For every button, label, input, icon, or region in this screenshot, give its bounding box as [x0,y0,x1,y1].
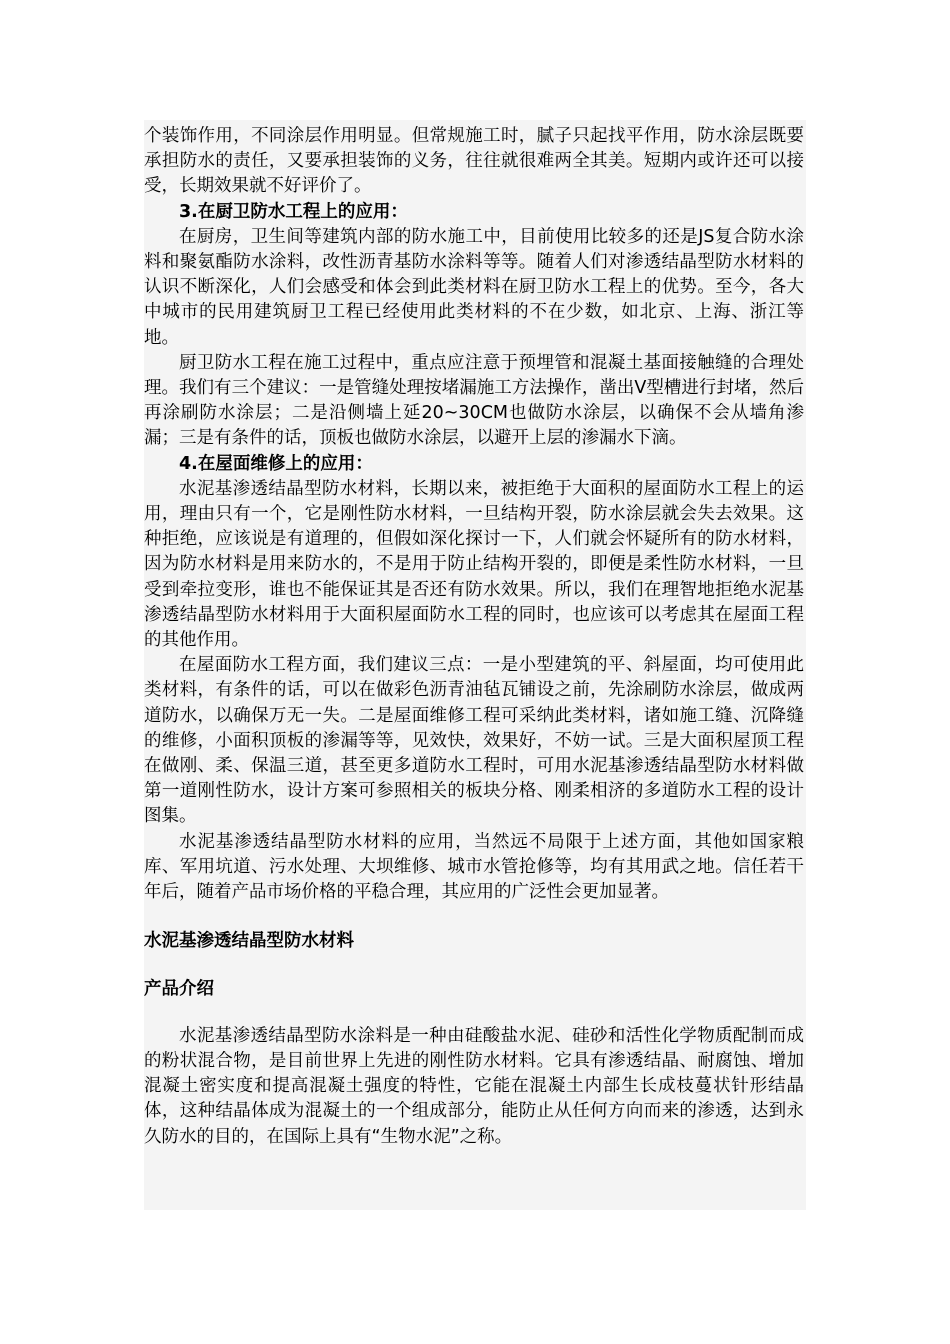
paragraph-kitchen-bathroom-advice: 厨卫防水工程在施工过程中，重点应注意于预埋管和混凝土基面接触缝的合理处理。我们有三个建议：一是管缝处理按堵漏施工方法操作，凿出V型槽进行封堵，然后再涂刷防水涂层；二是沿侧墙上延20~30CM也做防水涂层，以确保不会从墙角渗漏；三是有条件的话，顶板也做防水涂层，以避开上层的渗漏水下滴。 [144,352,804,449]
paragraph-roof-rigid: 水泥基渗透结晶型防水材料，长期以来，被拒绝于大面积的屋面防水工程上的运用，理由只有一个，它是刚性防水材料，一旦结构开裂，防水涂层就会失去效果。这种拒绝，应该说是有道理的，但假如深化探讨一下，人们就会怀疑所有的防水材料，因为防水材料是用来防水的，不是用于防止结构开裂的，即便是柔性防水材料，一旦受到牵拉变形，谁也不能保证其是否还有防水效果。所以，我们在理智地拒绝水泥基渗透结晶型防水材料用于大面积屋面防水工程的同时，也应该可以考虑其在屋面工程的其他作用。 [144,478,804,651]
paragraph-decoration-effect: 个装饰作用，不同涂层作用明显。但常规施工时，腻子只起找平作用，防水涂层既要承担防水的责任，又要承担装饰的义务，往往就很难两全其美。短期内或许还可以接受，长期效果就不好评价了。 [144,126,804,197]
section-title: 水泥基渗透结晶型防水材料 [144,931,354,952]
paragraph-other-applications: 水泥基渗透结晶型防水材料的应用，当然远不局限于上述方面，其他如国家粮库、军用坑道、污水处理、大坝维修、城市水管抢修等，均有其用武之地。信任若干年后，随着产品市场价格的平稳合理，其应用的广泛性会更加显著。 [144,831,804,903]
subsection-title: 产品介绍 [144,978,214,999]
document-body [144,124,804,1150]
paragraph-roof-suggestions: 在屋面防水工程方面，我们建议三点：一是小型建筑的平、斜屋面，均可使用此类材料，有条件的话，可以在做彩色沥青油毡瓦铺设之前，先涂刷防水涂层，做成两道防水，以确保万无一失。二是屋面维修工程可采纳此类材料，诸如施工缝、沉降缝的维修，小面积顶板的渗漏等等，见效快，效果好，不妨一试。三是大面积屋顶工程在做刚、柔、保温三道，甚至更多道防水工程时，可用水泥基渗透结晶型防水材料做第一道刚性防水，设计方案可参照相关的板块分格、刚柔相济的多道防水工程的设计图集。 [144,655,804,827]
heading-kitchen-bathroom: 3.在厨卫防水工程上的应用： [179,201,408,222]
heading-roof-repair: 4.在屋面维修上的应用： [179,453,373,474]
paragraph-kitchen-bathroom-intro: 在厨房，卫生间等建筑内部的防水施工中，目前使用比较多的还是JS复合防水涂料和聚氨酯防水涂料，改性沥青基防水涂料等等。随着人们对渗透结晶型防水材料的认识不断深化，人们会感受和体会到此类材料在厨卫防水工程上的优势。至今，各大中城市的民用建筑厨卫工程已经使用此类材料的不在少数，如北京、上海、浙江等地。 [144,226,804,348]
paragraph-product-intro: 水泥基渗透结晶型防水涂料是一种由硅酸盐水泥、硅砂和活性化学物质配制而成的粉状混合物，是目前世界上先进的刚性防水材料。它具有渗透结晶、耐腐蚀、增加混凝土密实度和提高混凝土强度的特性，它能在混凝土内部生长成枝蔓状针形结晶体，这种结晶体成为混凝土的一个组成部分，能防止从任何方向而来的渗透，达到永久防水的目的，在国际上具有“生物水泥”之称。 [144,1025,804,1147]
